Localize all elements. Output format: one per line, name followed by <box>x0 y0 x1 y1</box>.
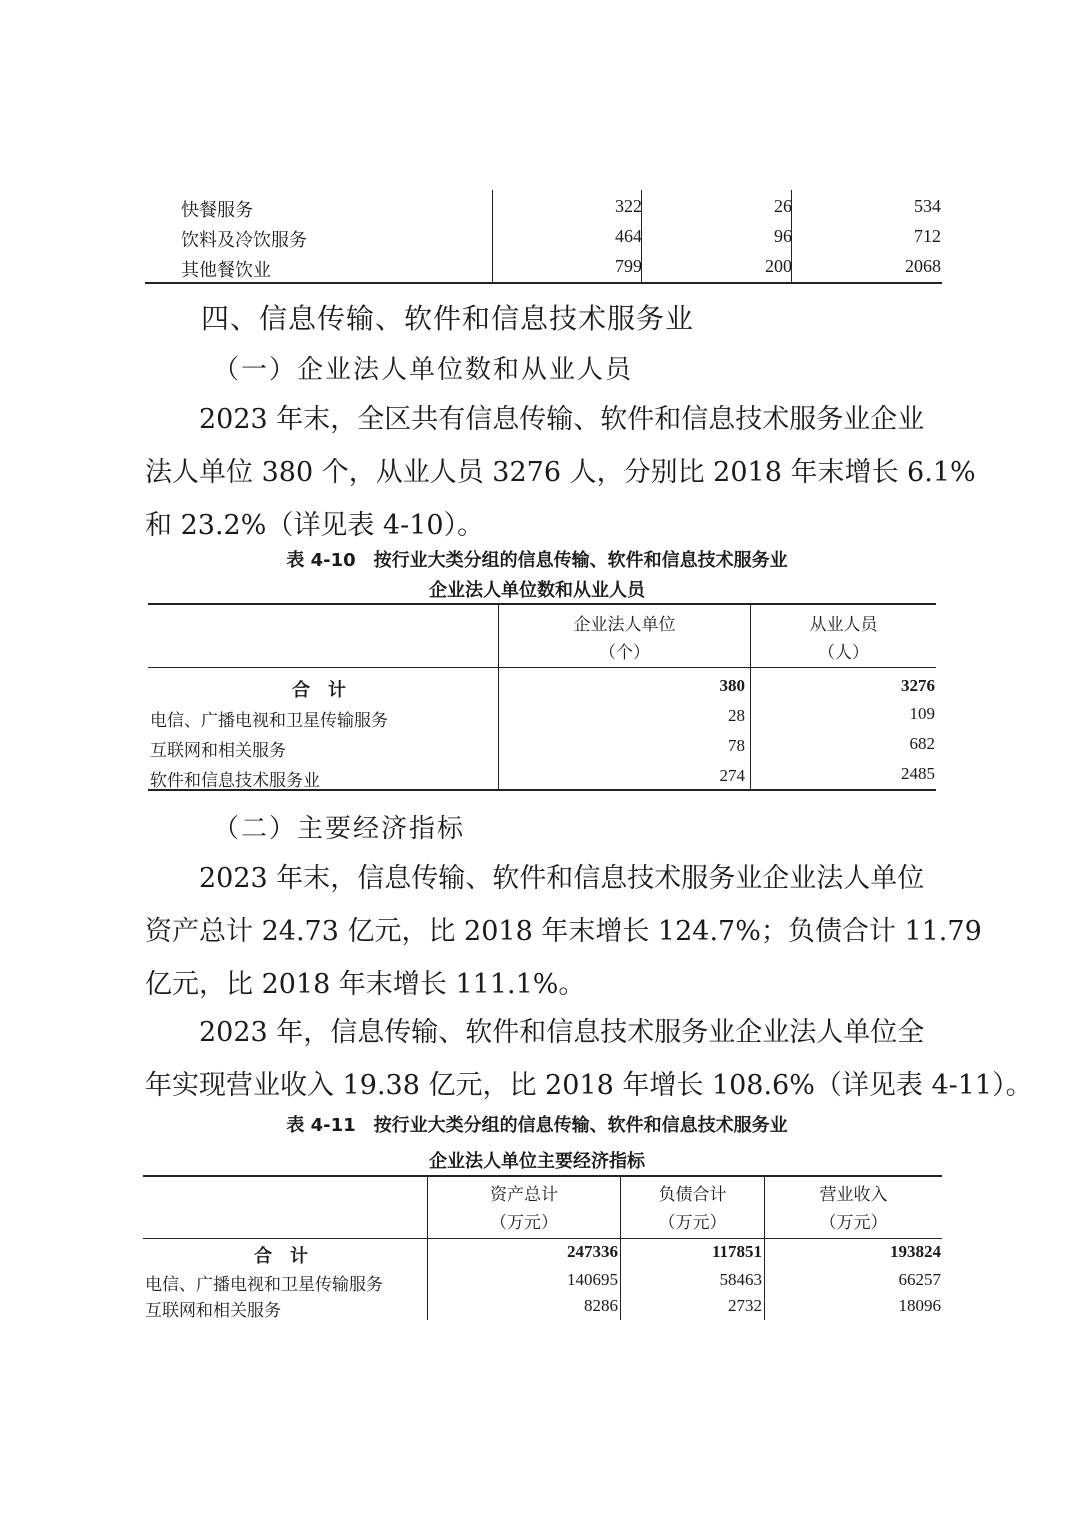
total-value: 117851 <box>711 1242 762 1261</box>
total-label: 合 计 <box>292 680 346 701</box>
header-unit: （个） <box>599 643 650 663</box>
row-value: 2485 <box>901 764 935 783</box>
table-row <box>145 252 942 282</box>
row-label: 软件和信息技术服务业 <box>150 771 320 791</box>
header-text: 资产总计 <box>490 1185 558 1205</box>
table-top-rule <box>148 603 936 605</box>
table-row <box>145 192 942 222</box>
paragraph-line: 亿元，比 2018 年末增长 111.1%。 <box>145 969 586 1000</box>
total-value: 380 <box>719 676 745 695</box>
row-value: 109 <box>909 704 935 723</box>
header-rule <box>143 1238 942 1239</box>
row-value: 18096 <box>898 1296 941 1315</box>
row-value: 26 <box>774 196 792 216</box>
header-text: 负债合计 <box>658 1185 727 1205</box>
row-value: 464 <box>615 226 642 246</box>
table-caption: 企业法人单位主要经济指标 <box>429 1151 645 1172</box>
section-title: 四、信息传输、软件和信息技术服务业 <box>201 302 695 335</box>
table-bottom-rule <box>148 789 936 791</box>
paragraph <box>145 852 982 1011</box>
row-label: 电信、广播电视和卫星传输服务 <box>145 1275 383 1295</box>
row-value: 682 <box>909 734 935 753</box>
row-label: 电信、广播电视和卫星传输服务 <box>150 711 388 731</box>
header-unit: （万元） <box>490 1213 558 1233</box>
header-text: 营业收入 <box>819 1185 888 1205</box>
row-value: 78 <box>728 736 745 755</box>
table-row <box>145 222 942 252</box>
table-caption: 表 4-10 按行业大类分组的信息传输、软件和信息技术服务业 <box>286 550 788 571</box>
column-header <box>765 1181 942 1237</box>
row-value: 534 <box>914 196 941 216</box>
row-value: 712 <box>914 226 941 246</box>
row-value: 799 <box>615 256 642 276</box>
table-caption: 表 4-11 按行业大类分组的信息传输、软件和信息技术服务业 <box>286 1115 788 1136</box>
paragraph <box>145 393 976 552</box>
row-value: 200 <box>765 256 792 276</box>
row-value: 66257 <box>898 1270 941 1289</box>
row-value: 28 <box>728 706 745 725</box>
row-value: 8286 <box>584 1296 618 1315</box>
total-value: 3276 <box>901 676 935 695</box>
paragraph-line: 2023 年末，信息传输、软件和信息技术服务业企业法人单位 <box>199 863 925 894</box>
row-value: 140695 <box>567 1270 618 1289</box>
total-value: 193824 <box>890 1242 941 1261</box>
paragraph-line: 年实现营业收入 19.38 亿元，比 2018 年增长 108.6%（详见表 4-11）。 <box>145 1070 1033 1101</box>
column-header <box>428 1181 620 1237</box>
row-label: 互联网和相关服务 <box>150 741 286 761</box>
paragraph-line: 和 23.2%（详见表 4-10）。 <box>145 510 485 541</box>
table-caption: 企业法人单位数和从业人员 <box>429 580 645 601</box>
header-unit: （人） <box>818 643 869 663</box>
header-text: 企业法人单位 <box>573 615 676 635</box>
column-header <box>751 611 936 667</box>
total-value: 247336 <box>567 1242 618 1261</box>
row-label: 快餐服务 <box>181 200 253 221</box>
column-header <box>621 1181 764 1237</box>
paragraph-line: 2023 年末，全区共有信息传输、软件和信息技术服务业企业 <box>199 404 925 435</box>
row-label: 饮料及冷饮服务 <box>181 230 307 251</box>
header-unit: （万元） <box>658 1213 727 1233</box>
table-bottom-rule <box>145 282 942 284</box>
table-top-rule <box>143 1175 942 1177</box>
row-label: 互联网和相关服务 <box>145 1301 281 1321</box>
subsection-title: （二）主要经济指标 <box>213 814 466 844</box>
header-text: 从业人员 <box>809 615 878 635</box>
header-rule <box>148 667 936 668</box>
paragraph-line: 资产总计 24.73 亿元，比 2018 年末增长 124.7%；负债合计 11.79 <box>145 916 982 947</box>
header-unit: （万元） <box>819 1213 888 1233</box>
subsection-title: （一）企业法人单位数和从业人员 <box>213 355 634 385</box>
row-value: 96 <box>774 226 792 246</box>
row-label: 其他餐饮业 <box>181 260 271 281</box>
row-value: 58463 <box>719 1270 762 1289</box>
paragraph-line: 2023 年，信息传输、软件和信息技术服务业企业法人单位全 <box>199 1017 925 1048</box>
total-label: 合 计 <box>254 1246 308 1267</box>
paragraph-line: 法人单位 380 个，从业人员 3276 人，分别比 2018 年末增长 6.1% <box>145 457 976 488</box>
row-value: 322 <box>615 196 642 216</box>
row-value: 2732 <box>728 1296 762 1315</box>
row-value: 274 <box>719 766 745 785</box>
paragraph <box>145 1006 1033 1112</box>
row-value: 2068 <box>905 256 941 276</box>
column-header <box>499 611 750 667</box>
